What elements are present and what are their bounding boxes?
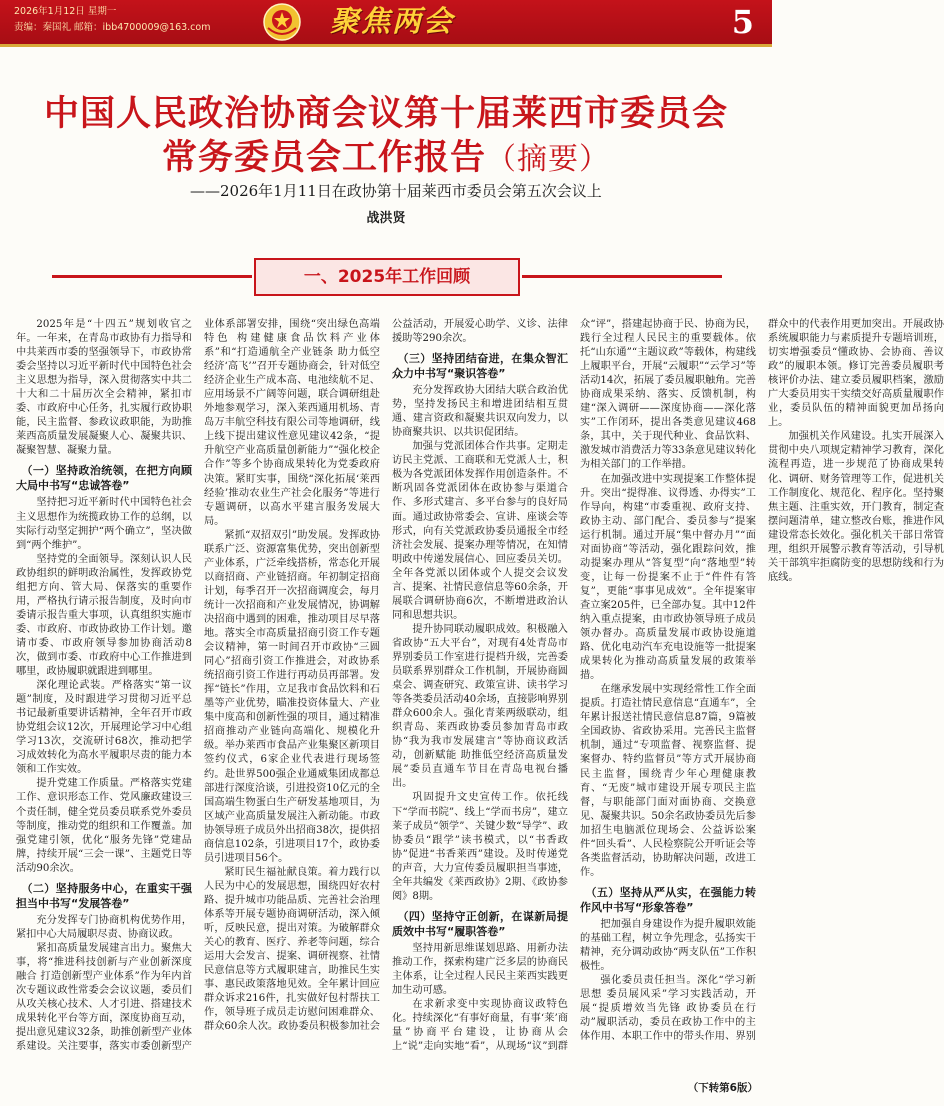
paragraph: 在求新求变中实现协商议政特色化。持续深化“有事好商量，有事‘莱’商量”协商平台建设，让协商从会上“说”走向实地“看”，从现场“议”到群众“评”，搭建起协商于民、协商为民，践行全过程人民民主的重要载体。依托“山东通”“主题议政”等载体，构建线上履职平台，开展“云履职”“云学习”等活动14次，拓展了委员履职触角。完善协商成果采纳、落实、反馈机制，构建“深入调研——深度协商——深化落实”工作闭环，提出各类意见建议468条，其中，关于现代种业、食品饮料、激发城市消费活力等33条意见建议转化为相关部门的工作举措。 (392, 319, 756, 1053)
paragraph: 紧扣高质量发展建言出力。聚焦大事，将“推进科技创新与产业创新深度融合 打造创新型产业体系”作为年内首次专题议政性常委会会议议题，委员们从攻关核心技术、人才引进、搭建技术成果转化平台等方面，深度协商互动，提出意见建议32条，助推创新型产业体系建设。关注要事，落实市委创新型产业体系部署安排，围绕“突出绿色高端特色 构建健康食品饮料产业体系”和“打造通航全产业链条 助力低空经济‘高飞’”召开专题协商会，针对低空经济企业生产成本高、电池续航不足、应用场景不广阔等问题，联合调研组赴外地参观学习，深入莱西通用机场、青岛万丰航空科技有限公司等地调研，线上线下提出建议性意见建议42条，“提升航空产业高质量创新能力”“强化校企合作”等多个协商成果转化为党委政府决策。紧盯实事，围绕“深化拓展‘莱西经验’推动农业生产社会化服务”等进行专题调研，以高水平建言服务发展大局。 (16, 319, 380, 1053)
paragraph: 提升协同联动履职成效。积极融入省政协“五大平台”，对现有4处青岛市界别委员工作室进行提档升级，完善委员联系界别群众工作机制，开展协商圆桌会、调查研究、政策宣讲、读书学习等各类委员活动40余场，直接影响界别群众600余人。强化青莱两级联动，组织青岛、莱西政协委员参加青岛市政协“我为我市发展建言”等协商议政活动，创新赋能 助推低空经济高质量发展”委员直通车节目在青岛电视台播出。 (392, 623, 568, 790)
paragraph: 在加强改进中实现提案工作整体提升。突出“提得准、议得透、办得实”工作导向，构建“市委重视、政府支持、政协主动、部门配合、委员参与”提案运行机制。通过开展“集中督办月”“面对面协商”等活动，强化跟踪问效，推动提案办理从“答复型”向“落地型”转变，让每一份提案不止于“件件有答复”，更能“事事见成效”。全年提案审查立案205件，已全部办复。其中12件纳入重点提案，由市政协领导班子成员领办督办。高质量发展市政协设施道路、优化电动汽车充电设施等一批提案成果转化为推动高质量发展的政策举措。 (580, 473, 756, 682)
editor-contact: 责编：秦国礼 邮箱：ibb4700009@163.com (14, 22, 211, 33)
continued-note: （下转第6版） (687, 1082, 758, 1094)
article-title-line1: 中国人民政治协商会议第十届莱西市委员会 (43, 93, 728, 134)
paragraph: 坚持把习近平新时代中国特色社会主义思想作为统揽政协工作的总纲，以实际行动坚定拥护“两个确立”，坚决做到“两个维护”。 (16, 497, 192, 551)
paragraph: 坚持用新思维谋划思路、用新办法推动工作，探索构建广泛多层的协商民主体系，让全过程人民民主莱西实践更加生动可感。 (392, 942, 568, 996)
paragraph: 深化理论武装。严格落实“第一议题”制度，及时跟进学习贯彻习近平总书记最新重要讲话精神，全年召开市政协党组会议12次，开展理论学习中心组学习13次，交流研讨68次，推动把学习成效转化为高水平履职尽责的能力本领和工作实效。 (16, 680, 192, 776)
subheading: （一）坚持政治统领，在把方向顾大局中书写“忠诚答卷” (16, 464, 192, 493)
paragraph: 加强与党派团体合作共事。定期走访民主党派、工商联和无党派人士，积极为各党派团体发挥作用创造条件。不断巩固各党派团体在政协参与渠道合作、多形式建言、多平台参与的良好局面。通过政协常委会、宣讲、座谈会等形式，向有关党派政协委员通报全市经济社会发展、提案办理等情况，在知情明政中传递发展信心、回应委员关切。全年各党派以团体或个人提交会议发言、提案、社情民意信息等60余条，开展联合调研协商6次，不断增进政治认同和思想共识。 (392, 441, 568, 621)
newspaper-masthead (0, 0, 772, 47)
paragraph: 紧抓“双招双引”助发展。发挥政协联系广泛、资源富集优势，突出创新型产业体系，广泛牵线搭桥，常态化开展以商招商、产业链招商。年初制定招商计划，每季召开一次招商调度会，每月统计一次招商和产业发展情况，协调解决招商中遇到的困难，推动项目尽早落地。落实全市高质量招商引资工作专题会议精神，第一时间召开市政协“三圆同心”招商引资工作推进会，对政协系统招商引资工作进行再动员再部署。发挥“链长”作用，立足我市食品饮料和石墨等产业优势，瞄准投资体量大、产业集中度高和创新性强的项目，通过精准招商推动产业链向高端化、规模化升级。举办莱西市食品产业集聚区新项目签约仪式，6家企业代表进行现场签约。赴世界500强企业通威集团成都总部进行深度洽谈，引进投资10亿元的全国高端生物蛋白生产研发基地项目，为区域产业高质量发展注入新动能。市政协领导班子成员外出招商38次，提供招商信息102条，引进项目17个，政协委员引进项目56个。 (204, 529, 380, 864)
paragraph: 充分发挥政协大团结大联合政治优势，坚持发扬民主和增进团结相互贯通、建言资政和凝聚共识双向发力，以协商聚共识、以共识促团结。 (392, 385, 568, 439)
paragraph: 在继承发展中实现经常性工作全面提质。打造社情民意信息“直通车”，全年累计报送社情民意信息87篇，9篇被全国政协、省政协采用。完善民主监督机制，通过“专项监督、视察监督、提案督办、特约监督员”等方式开展协商民主监督，围绕青少年心理健康教育、“无废”城市建设开展专项民主监督，与职能部门面对面协商、交换意见、凝聚共识。50余名政协委员先后参加招生电脑派位现场会、公益诉讼案件“回头看”、人民检察院公开听证会等各类监督活动，协助解决问题，改进工作。 (580, 684, 756, 878)
paragraph: 紧盯民生福祉献良策。着力践行以人民为中心的发展思想，围绕四好农村路、提升城市功能品质、完善社会治理体系等开展专题协商调研活动，深入倾听，反映民意，提出对策。为破解群众关心的教育、医疗、养老等问题，综合运用大会发言、提案、调研视察、社情民意信息等方式履职建言，助推民生实事、惠民政策落地见效。全年累计回应群众诉求216件，扎实做好包村帮扶工作，领导班子成员走访慰问困难群众、群众60余人次。政协委员积极参加社会公益活动，开展爱心助学、义诊、法律援助等290余次。 (204, 319, 568, 1033)
article-subtitle: ——2026年1月11日在政协第十届莱西市委员会第五次会议上 (190, 182, 602, 200)
article-body (16, 318, 944, 1058)
cppcc-emblem-icon (262, 2, 302, 42)
paragraph: 加强机关作风建设。扎实开展深入贯彻中央八项规定精神学习教育，深化流程再造，进一步规范了协商成果转化、调研、财务管理等工作，促进机关工作制度化、规范化、程序化。坚持聚焦主题、注重实效，开门教育，制定查摆问题清单，建立整改台账，推进作风建设常态长效化。强化机关干部日常管理，组织开展警示教育等活动，引导机关干部筑牢拒腐防变的思想防线和行为底线。 (768, 431, 944, 583)
subheading: （二）坚持服务中心，在重实干强担当中书写“发展答卷” (16, 881, 192, 910)
subheading: （四）坚持守正创新，在谋新局提质效中书写“履职答卷” (392, 909, 568, 938)
masthead-info (14, 4, 210, 36)
title-abstract: （摘要） (486, 142, 610, 177)
column-name: 聚焦两会 (330, 4, 455, 38)
article-title-line2 (0, 130, 772, 180)
paragraph: 提升党建工作质量。严格落实党建工作、意识形态工作、党风廉政建设三个责任制，健全党员委员联系党外委员等制度，推动党的组织和工作覆盖。加强党建引领，优化“服务先锋”党建品牌，持续开展“三会一课”、主题党日等活动90余次。 (16, 778, 192, 874)
paragraph: 强化委员责任担当。深化“学习新思想 委员展风采”学习实践活动，开展“提质增效当先锋 政协委员在行动”履职活动，委员在政协工作中的主体作用、本职工作中的带头作用、界别群众中的代表作用更加突出。开展政协系统履职能力与素质提升专题培训班，切实增强委员“懂政协、会协商、善议政”的履职本领。修订完善委员履职考核评价办法、建立委员履职档案，激励广大委员用实干实绩交好高质量履职作业，委员队伍的精神面貌更加昂扬向上。 (580, 319, 944, 1043)
paragraph: 坚持党的全面领导。深刻认识人民政协组织的鲜明政治属性，发挥政协党组把方向、管大局、保落实的重要作用，严格执行请示报告制度，及时向市委请示报告重大事项，认真组织实施市委、市政府、市政协政协工作计划。邀请市委、市政府领导参加协商活动8次，做到市委、市政府中心工作推进到哪里，政协履职就跟进到哪里。 (16, 553, 192, 678)
paragraph: 巩固提升文史宣传工作。依托线下“学而书院”、线上“学而书房”，建立莱子成员“领学”、关键少数“导学”、政协委员“跟学”读书模式，以“书香政协”促进“书香莱西”建设。及时传递党的声音，大力宣传委员履职担当事迹，全年共编发《莱西政协》2期、《政协参阅》8期。 (392, 792, 568, 902)
paragraph: 2025年是“十四五”规划收官之年。一年来，在青岛市政协有力指导和中共莱西市委的坚强领导下，市政协常委会坚持以习近平新时代中国特色社会主义思想为指导，深入贯彻落实中共二十大和二十届历次全会精神，紧扣市委、市政府中心任务，扎实履行政协职能，民主监督、参政议政职能，为助推莱西高质量发展凝聚人心、凝聚共识、凝聚智慧、凝聚力量。 (16, 319, 192, 457)
paragraph: 把加强自身建设作为提升履职效能的基础工程，树立争先理念，弘扬实干精神，充分调动政协“两支队伍”工作积极性。 (580, 918, 756, 973)
issue-date: 2026年1月12日 星期一 (14, 6, 117, 17)
subheading: （三）坚持团结奋进，在集众智汇众力中书写“聚识答卷” (392, 352, 568, 381)
subheading: （五）坚持从严从实，在强能力转作风中书写“形象答卷” (580, 885, 756, 914)
paragraph: 充分发挥专门协商机构优势作用，紧扣中心大局履职尽责、协商议政。 (16, 914, 192, 940)
page-number: 5 (731, 3, 754, 41)
section-heading: 一、2025年工作回顾 (254, 258, 520, 296)
article-author: 战洪贤 (366, 211, 406, 226)
title-main: 常务委员会工作报告 (161, 137, 486, 178)
